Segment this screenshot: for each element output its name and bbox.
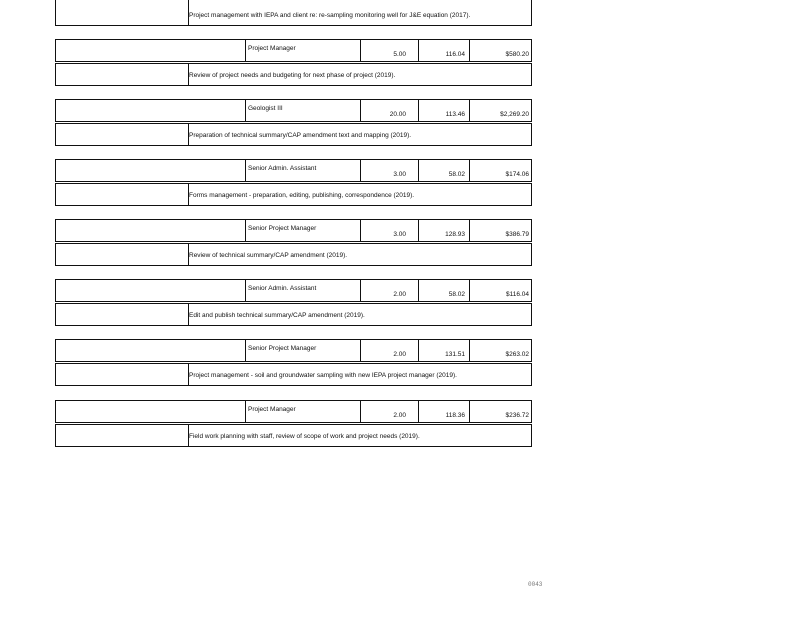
blank-cell (56, 244, 189, 265)
hours-value: 2.00 (361, 280, 419, 301)
task-description: Field work planning with staff, review of scope of work and project needs (2019). (189, 433, 420, 440)
billing-entry (55, 99, 532, 147)
hours-value: 5.00 (361, 40, 419, 61)
staff-title: Senior Project Manager (246, 340, 361, 361)
rate-value: 128.93 (419, 220, 470, 241)
blank-cell (56, 280, 246, 301)
blank-cell (56, 40, 246, 61)
entry-rate-row (55, 39, 532, 62)
rate-value: 58.02 (419, 280, 470, 301)
task-description: Edit and publish technical summary/CAP amendment (2019). (189, 312, 365, 319)
blank-cell (56, 364, 189, 385)
rate-value: 113.46 (419, 100, 470, 121)
task-description: Forms management - preparation, editing, publishing, correspondence (2019). (189, 192, 415, 199)
entry-rate-row (55, 400, 532, 423)
staff-title: Senior Project Manager (246, 220, 361, 241)
rate-value: 116.04 (419, 40, 470, 61)
blank-cell (56, 401, 246, 422)
total-value: $236.72 (505, 412, 529, 419)
task-description: Project management with IEPA and client re: re-sampling monitoring well for J&E equation (2017). (189, 12, 471, 19)
billing-entry (55, 400, 532, 448)
hours-value: 2.00 (361, 340, 419, 361)
blank-cell (56, 100, 246, 121)
entry-description-row (55, 123, 532, 146)
hours-value: 20.00 (361, 100, 419, 121)
task-description: Review of project needs and budgeting for next phase of project (2019). (189, 72, 396, 79)
total-value: $2,269.20 (500, 111, 529, 118)
blank-cell (56, 340, 246, 361)
entry-description-row (55, 363, 532, 386)
task-description: Review of technical summary/CAP amendment (2019). (189, 252, 348, 259)
task-description: Project management - soil and groundwater sampling with new IEPA project manager (2019). (189, 372, 457, 379)
staff-title: Senior Admin. Assistant (246, 160, 361, 181)
rate-value: 131.51 (419, 340, 470, 361)
entry-description-row (55, 243, 532, 266)
entry-description-row (55, 183, 532, 206)
billing-entry (55, 339, 532, 387)
blank-cell (56, 220, 246, 241)
entry-description-row (55, 424, 532, 447)
hours-value: 3.00 (361, 160, 419, 181)
total-value: $580.20 (505, 51, 529, 58)
rate-value: 118.36 (419, 401, 470, 422)
blank-cell (56, 304, 189, 325)
entry-rate-row (55, 99, 532, 122)
staff-title: Project Manager (246, 40, 361, 61)
entry-description-row (55, 63, 532, 86)
entry-rate-row (55, 339, 532, 362)
page-number: 0043 (528, 581, 543, 588)
staff-title: Geologist III (246, 100, 361, 121)
rate-value: 58.02 (419, 160, 470, 181)
staff-title: Senior Admin. Assistant (246, 280, 361, 301)
blank-cell (56, 124, 189, 145)
hours-value: 2.00 (361, 401, 419, 422)
task-description: Preparation of technical summary/CAP amendment text and mapping (2019). (189, 132, 412, 139)
total-value: $116.04 (505, 291, 529, 298)
hours-value: 3.00 (361, 220, 419, 241)
blank-cell (56, 425, 189, 446)
blank-cell (56, 64, 189, 85)
billing-entry (55, 279, 532, 327)
total-value: $174.06 (505, 171, 529, 178)
total-value: $386.79 (505, 231, 529, 238)
entry-rate-row (55, 159, 532, 182)
entry-description-row (55, 303, 532, 326)
billing-entry (55, 219, 532, 267)
staff-title: Project Manager (246, 401, 361, 422)
billing-entry (55, 159, 532, 207)
blank-cell (56, 160, 246, 181)
partial-entry-row (55, 0, 532, 26)
entry-rate-row (55, 219, 532, 242)
entry-rate-row (55, 279, 532, 302)
total-value: $263.02 (505, 351, 529, 358)
blank-cell (56, 0, 189, 25)
billing-entry (55, 39, 532, 87)
blank-cell (56, 184, 189, 205)
